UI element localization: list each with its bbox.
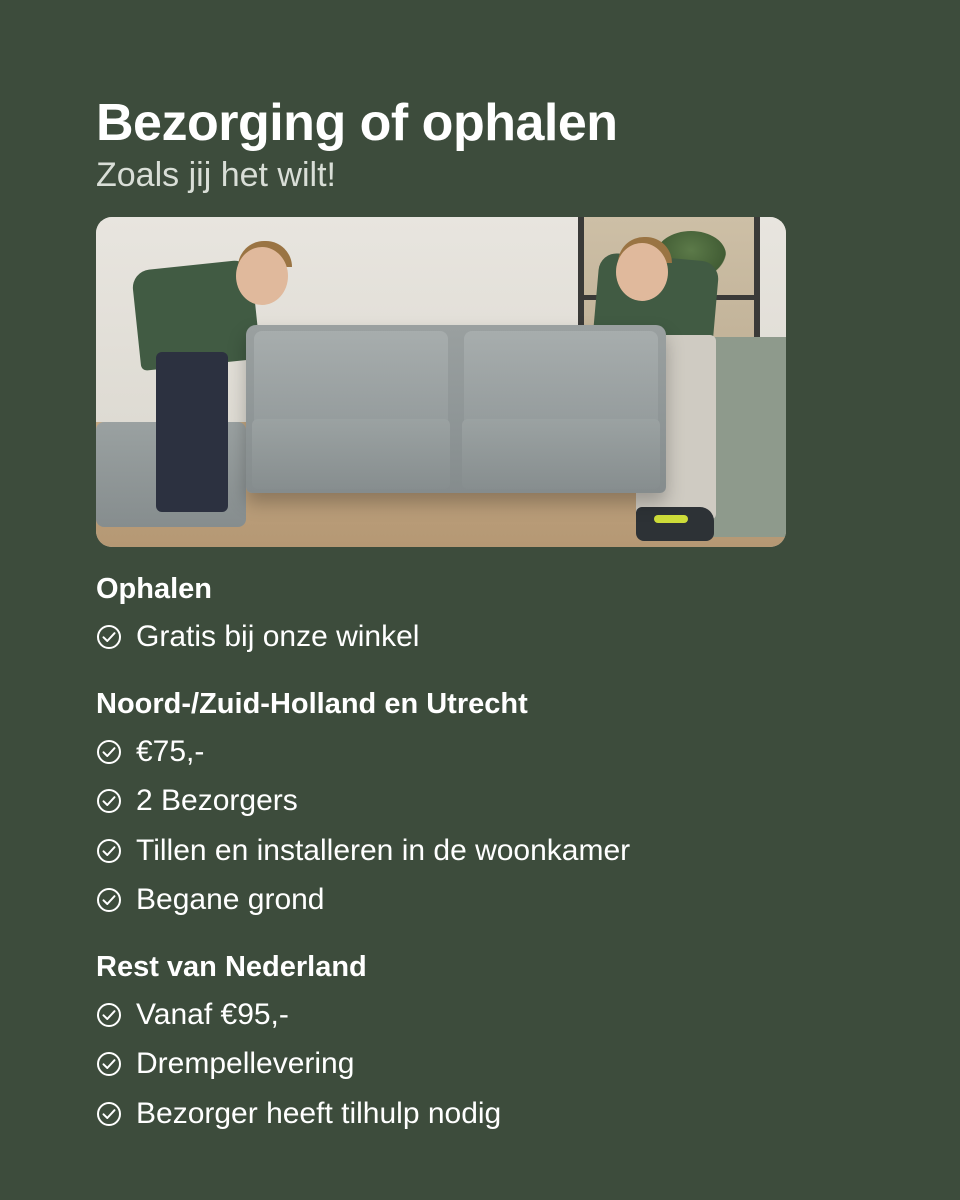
check-circle-icon (96, 1002, 122, 1028)
list-item (96, 612, 816, 662)
list-item-label: 2 Bezorgers (136, 784, 298, 818)
check-circle-icon (96, 788, 122, 814)
check-circle-icon (96, 739, 122, 765)
sofa-seat (252, 419, 449, 490)
section-rest-van-nederland (96, 951, 816, 1139)
list-item-label: Vanaf €95,- (136, 997, 289, 1031)
page-subtitle: Zoals jij het wilt! (96, 155, 336, 194)
list-item-label: Begane grond (136, 883, 325, 917)
list-item (96, 875, 816, 925)
section-noord-zuid-holland-utrecht (96, 688, 816, 925)
sofa-cushion (254, 331, 447, 428)
list-item-label: Gratis bij onze winkel (136, 620, 420, 654)
list-item-label: Tillen en installeren in de woonkamer (136, 833, 631, 867)
photo-person-left-head (236, 247, 288, 305)
check-circle-icon (96, 624, 122, 650)
section-title: Noord-/Zuid-Holland en Utrecht (96, 687, 528, 720)
check-circle-icon (96, 1101, 122, 1127)
list-item (96, 776, 816, 826)
section-title: Rest van Nederland (96, 950, 367, 983)
page-title: Bezorging of ophalen (96, 94, 618, 152)
list-item (96, 1089, 816, 1139)
photo-person-left-legs (156, 352, 228, 512)
section-list (96, 727, 816, 925)
delivery-photo (96, 217, 786, 547)
photo-sofa (246, 325, 666, 493)
list-item-label: Bezorger heeft tilhulp nodig (136, 1096, 502, 1130)
list-item (96, 727, 816, 777)
section-title: Ophalen (96, 573, 213, 606)
list-item (96, 1039, 816, 1089)
sofa-seat (462, 419, 659, 490)
section-list (96, 612, 816, 662)
check-circle-icon (96, 838, 122, 864)
photo-person-right-head (616, 243, 668, 301)
check-circle-icon (96, 887, 122, 913)
list-item (96, 990, 816, 1040)
sofa-cushion (464, 331, 657, 428)
card-content (96, 96, 816, 1138)
check-circle-icon (96, 1051, 122, 1077)
section-list (96, 990, 816, 1139)
list-item (96, 826, 816, 876)
list-item-label: Drempellevering (136, 1047, 355, 1081)
section-ophalen (96, 573, 816, 662)
list-item-label: €75,- (136, 734, 205, 768)
photo-person-right-shoe (636, 507, 714, 541)
